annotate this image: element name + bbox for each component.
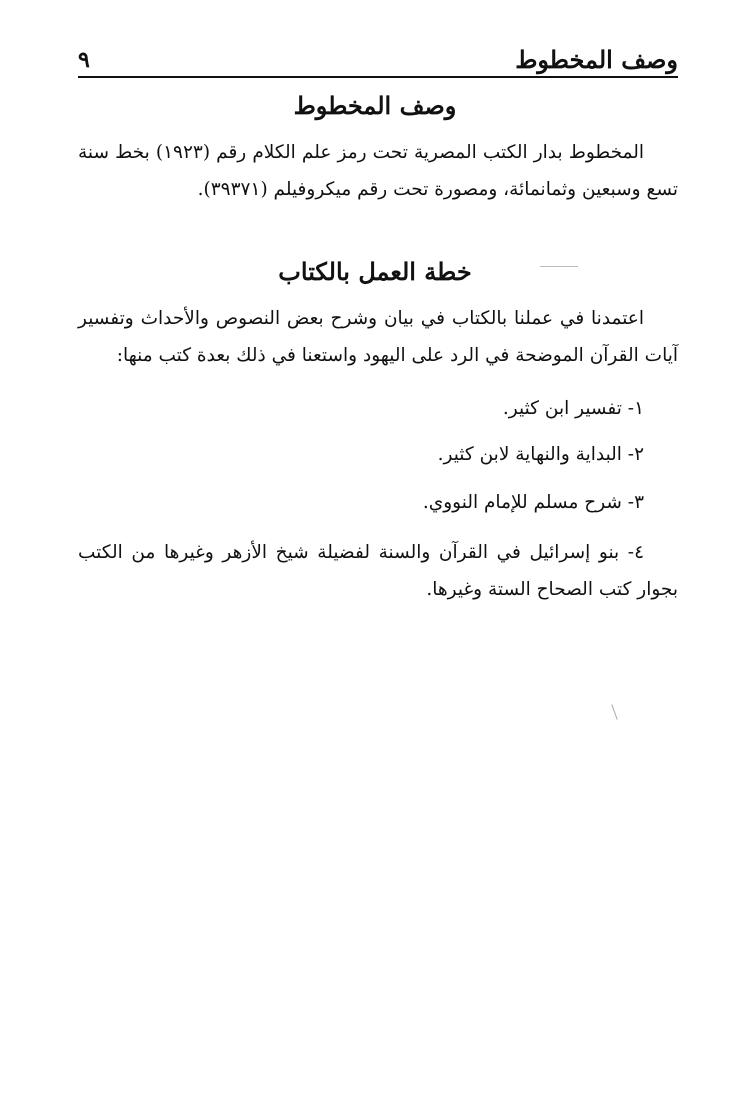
section-heading-work-plan: خطة العمل بالكتاب: [278, 257, 472, 286]
list-item: ٣- شرح مسلم للإمام النووي.: [422, 492, 644, 513]
work-plan-paragraph: اعتمدنا في عملنا بالكتاب في بيان وشرح بعض النصوص والأحداث وتفسير آيات القرآن الموضحة في الرد على اليهود واستعنا في ذلك بعدة كتب منها:: [78, 308, 678, 366]
running-title: وصف المخطوط: [515, 45, 678, 74]
list-item: ٢- البداية والنهاية لابن كثير.: [437, 444, 644, 465]
section-heading-manuscript-description: وصف المخطوط: [293, 91, 457, 120]
page-number: ٩: [78, 47, 90, 73]
manuscript-description-paragraph: المخطوط بدار الكتب المصرية تحت رمز علم الكلام رقم (١٩٢٣) بخط سنة تسع وسبعين وثمانمائة، ومصورة تحت رقم ميكروفيلم (٣٩٣٧١).: [78, 142, 678, 200]
list-item: ٤- بنو إسرائيل في القرآن والسنة لفضيلة شيخ الأزهر وغيرها من الكتب بجوار كتب الصحاح الستة وغيرها.: [78, 542, 678, 600]
list-item: ١- تفسير ابن كثير.: [502, 398, 644, 419]
reference-list: [78, 0, 678, 1100]
